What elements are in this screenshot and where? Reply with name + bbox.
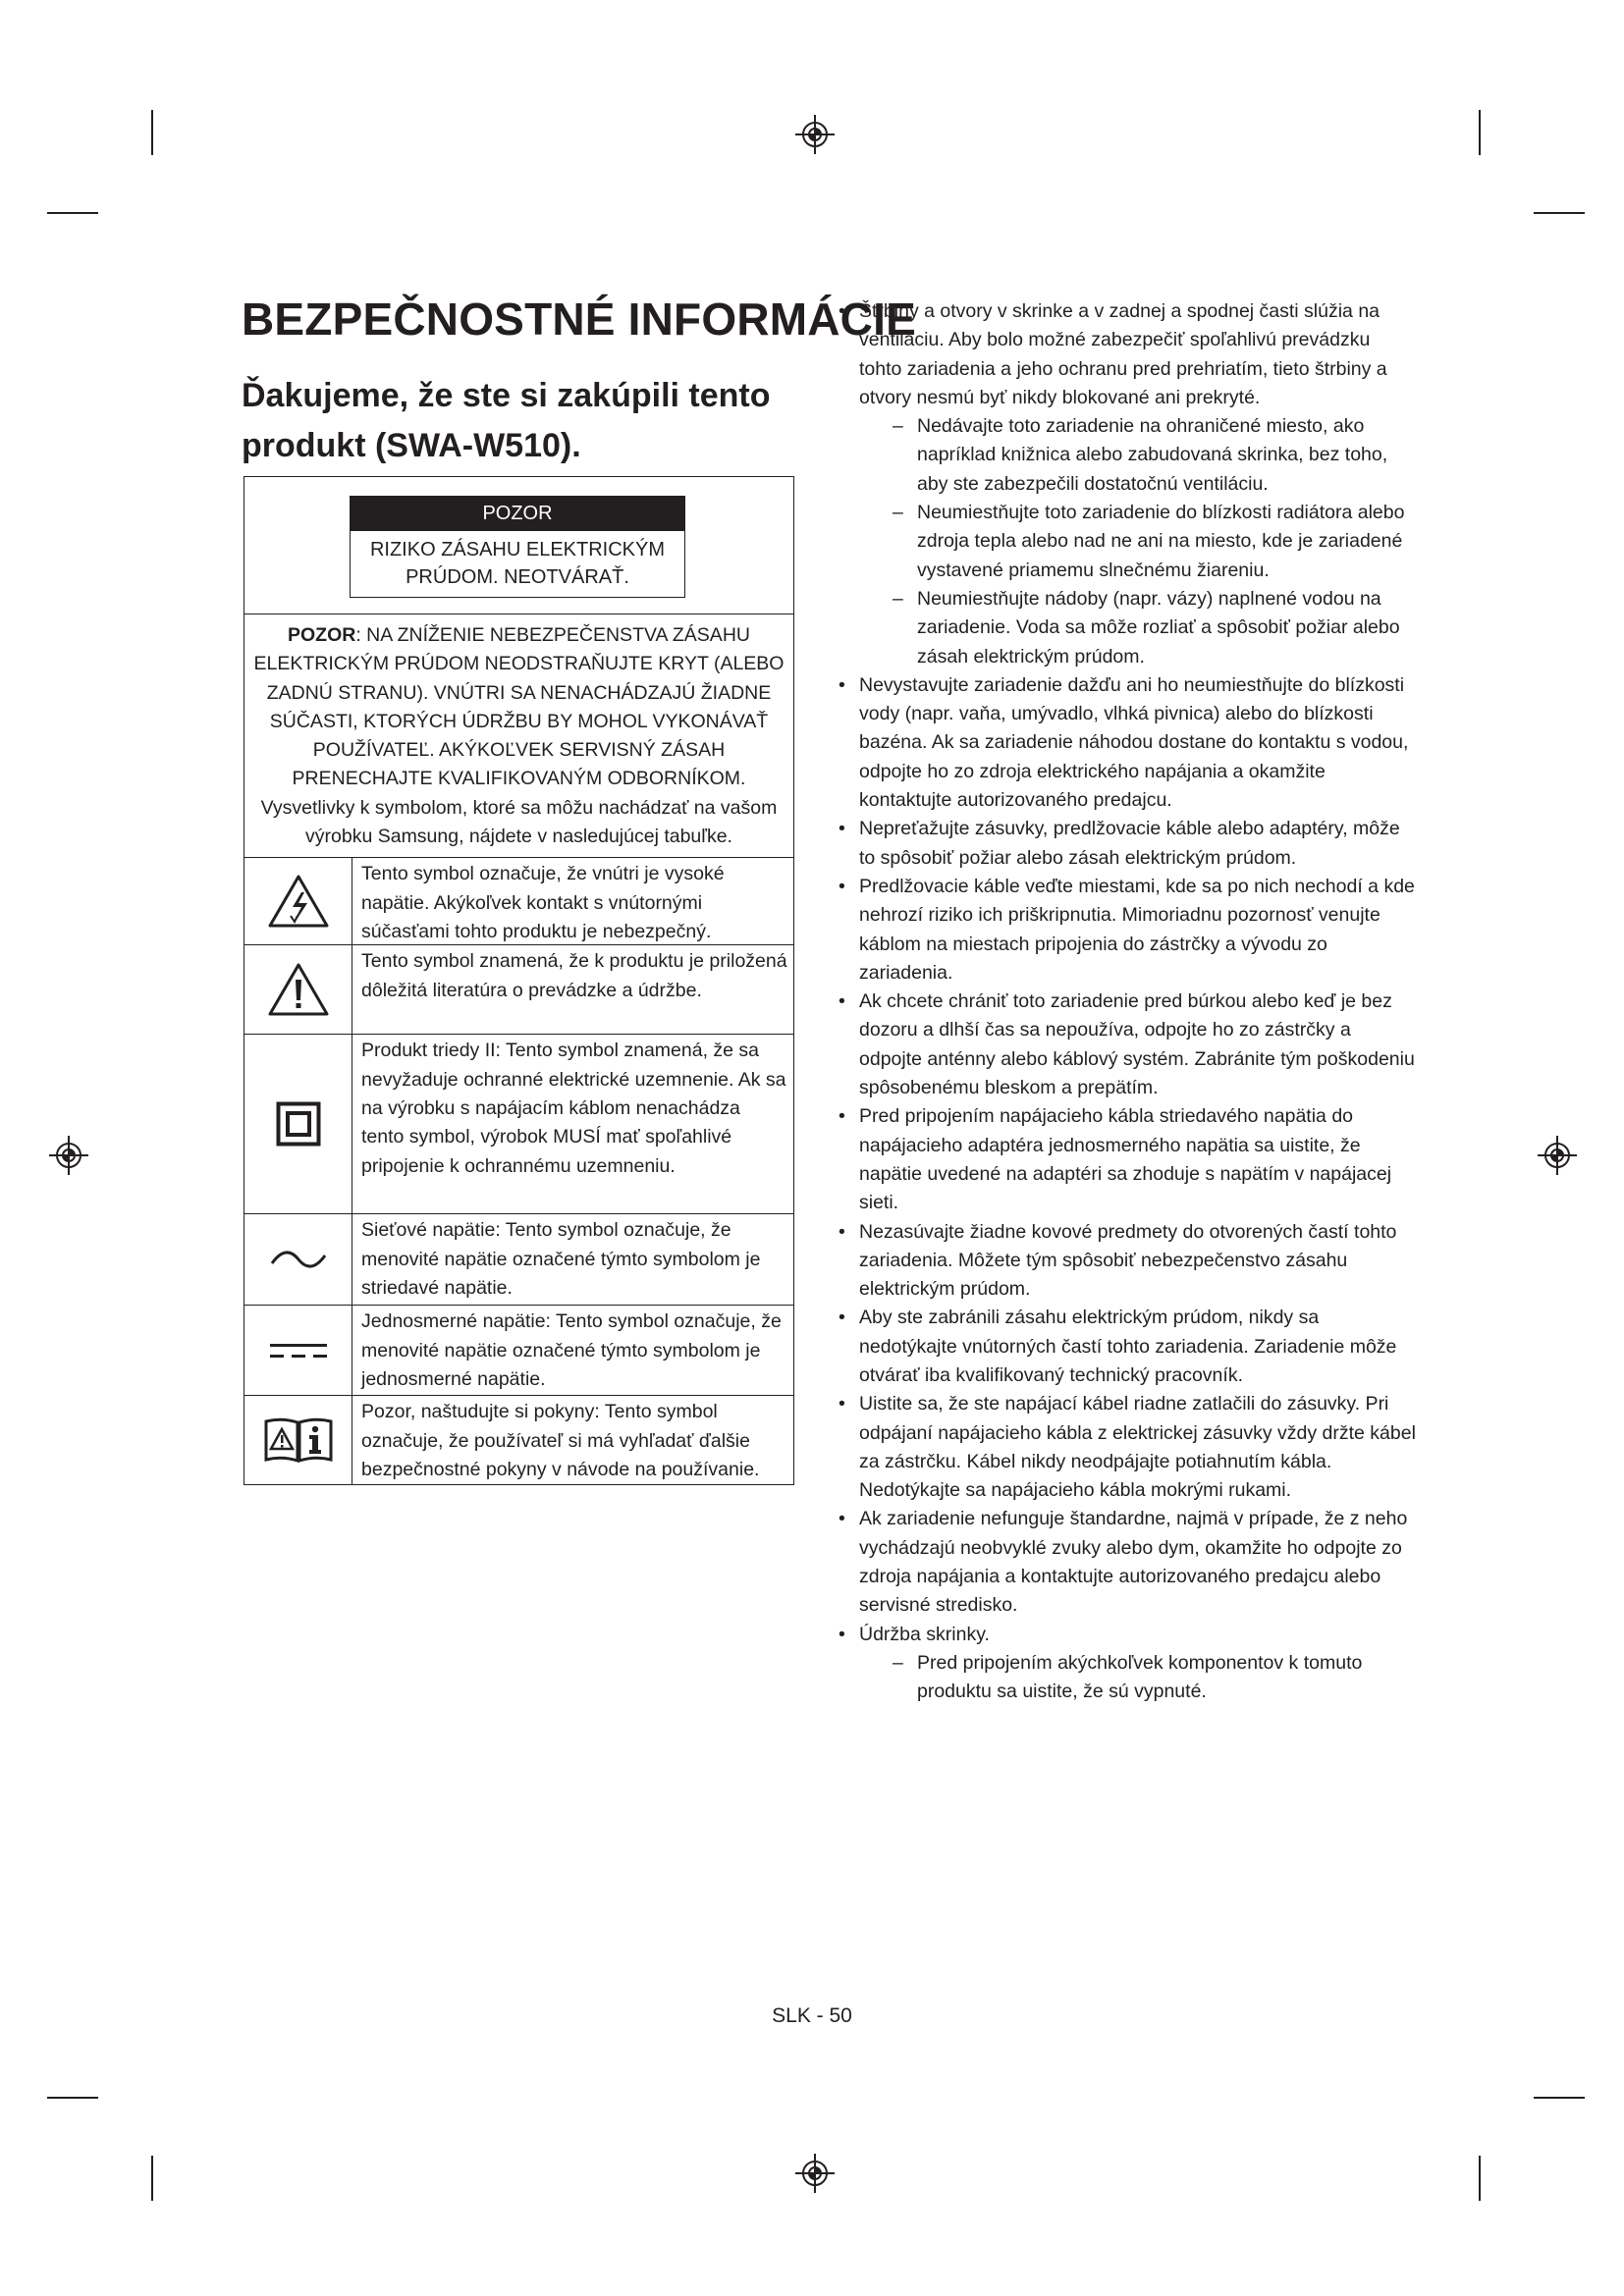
list-item bbox=[837, 1390, 1416, 1505]
list-item-text: Ak zariadenie nefunguje štandardne, najmä v prípade, že z neho vychádzajú neobvyklé zvuky alebo dym, okamžite ho odpojte zo zdroja napájania a kontaktujte autorizovaného predajcu alebo servisné stredisko. bbox=[859, 1508, 1408, 1617]
caution-body: : NA ZNÍŽENIE NEBEZPEČENSTVA ZÁSAHU ELEKTRICKÝM PRÚDOM NEODSTRAŇUJTE KRYT (ALEBO ZADNÚ STRANU). VNÚTRI SA NENACHÁDZAJÚ ŽIADNE SÚČASTI, KTORÝCH ÚDRŽBU BY MOHOL VYKONÁVAŤ POUŽÍVATEĽ. AKÝKOĽVEK SERVISNÝ ZÁSAH PRENECHAJTE KVALIFIKOVANÝM ODBORNÍKOM. bbox=[253, 624, 785, 790]
list-item bbox=[837, 988, 1416, 1102]
crop-mark bbox=[47, 2097, 98, 2099]
symbol-row bbox=[244, 858, 793, 945]
list-item bbox=[837, 1505, 1416, 1620]
sub-list-item: – Neumiestňujte toto zariadenie do blízkosti radiátora alebo zdroja tepla alebo nad ne ani na miesto, kde je zariadené vystavené priamemu slnečnému žiareniu. bbox=[859, 499, 1416, 585]
symbol-description: Jednosmerné napätie: Tento symbol označuje, že menovité napätie označené týmto symbolom je jednosmerné napätie. bbox=[361, 1310, 782, 1390]
list-item-text: Nepreťažujte zásuvky, predlžovacie káble alebo adaptéry, môže to spôsobiť požiar alebo zásah elektrickým prúdom. bbox=[859, 818, 1400, 869]
list-item-text: Pred pripojením napájacieho kábla striedavého napätia do napájacieho adaptéra jednosmerného napätia sa uistite, že napätie uvedené na adaptéri sa zhoduje s napätím v napájacej sieti. bbox=[859, 1105, 1392, 1214]
caution-note: Vysvetlivky k symbolom, ktoré sa môžu nachádzať na vašom výrobku Samsung, nájdete v nasledujúcej tabuľke. bbox=[260, 796, 778, 848]
crop-mark bbox=[47, 212, 98, 214]
safety-symbol-table bbox=[244, 476, 794, 1485]
symbol-description: Pozor, naštudujte si pokyny: Tento symbol označuje, že používateľ si má vyhľadať ďalšie bezpečnostné pokyny v návode na používanie. bbox=[361, 1401, 760, 1480]
symbol-row bbox=[244, 1396, 793, 1484]
page-subtitle: Ďakujeme, že ste si zakúpili tento produkt (SWA-W510). bbox=[242, 377, 771, 464]
list-item bbox=[837, 1218, 1416, 1305]
list-item bbox=[837, 1304, 1416, 1390]
symbol-description: Tento symbol znamená, že k produktu je priložená dôležitá literatúra o prevádzke a údržbe. bbox=[361, 950, 787, 1001]
caution-cell bbox=[244, 614, 793, 858]
symbol-description: Produkt triedy II: Tento symbol znamená, že sa nevyžaduje ochranné elektrické uzemnenie. Ak sa na výrobku s napájacím káblom nenachádza tento symbol, výrobok MUSÍ mať spoľahlivé pripojenie k ochrannému uzemneniu. bbox=[361, 1040, 786, 1177]
warning-label-header: POZOR bbox=[351, 497, 684, 531]
sub-list-item: – Nedávajte toto zariadenie na ohraničené miesto, ako napríklad knižnica alebo zabudovaná skrinka, bez toho, aby ste zabezpečili dostatočnú ventiláciu. bbox=[859, 412, 1416, 499]
list-item bbox=[837, 873, 1416, 988]
crop-mark bbox=[1479, 2156, 1481, 2201]
caution-label: POZOR bbox=[288, 624, 356, 646]
symbol-description: Sieťové napätie: Tento symbol označuje, že menovité napätie označené týmto symbolom je striedavé napätie. bbox=[361, 1219, 761, 1299]
list-item-text: Aby ste zabránili zásahu elektrickým prúdom, nikdy sa nedotýkajte vnútorných častí tohto zariadenia. Zariadenie môže otvárať iba kvalifikovaný technický pracovník. bbox=[859, 1307, 1397, 1386]
list-item-text: Predlžovacie káble veďte miestami, kde sa po nich nechodí a kde nehrozí riziko ich priškripnutia. Mimoriadnu pozornosť venujte káblom na miestach pripojenia do zástrčky a vývodu zo zariadenia. bbox=[859, 875, 1415, 984]
ac-voltage-icon bbox=[269, 1248, 328, 1271]
page-title: BEZPEČNOSTNÉ INFORMÁCIE bbox=[242, 294, 916, 345]
symbol-row bbox=[244, 945, 793, 1035]
crop-mark bbox=[1534, 212, 1585, 214]
page-number: SLK - 50 bbox=[772, 2004, 852, 2027]
crop-mark bbox=[1534, 2097, 1585, 2099]
warning-label-cell bbox=[244, 477, 793, 614]
sub-list-item: – Pred pripojením akýchkoľvek komponentov k tomuto produktu sa uistite, že sú vypnuté. bbox=[859, 1649, 1416, 1707]
crop-mark bbox=[1479, 110, 1481, 155]
list-item-text: Ak chcete chrániť toto zariadenie pred búrkou alebo keď je bez dozoru a dlhší čas sa nepoužíva, odpojte ho zo zástrčky a odpojte anténny alebo káblový systém. Zabránite tým poškodeniu spôsobenému bleskom a prepätím. bbox=[859, 990, 1415, 1099]
crop-mark bbox=[151, 110, 153, 155]
list-item bbox=[837, 815, 1416, 873]
list-item bbox=[837, 1621, 1416, 1707]
list-item-text: Nevystavujte zariadenie dažďu ani ho neumiestňujte do blízkosti vody (napr. vaňa, umývadlo, vlhká pivnica) alebo do blízkosti bazéna. Ak sa zariadenie náhodou dostane do kontaktu s vodou, odpojte ho zo zdroja elektrického napájania a okamžite kontaktujte autorizovaného predajcu. bbox=[859, 673, 1409, 812]
crop-mark bbox=[151, 2156, 153, 2201]
symbol-row bbox=[244, 1035, 793, 1214]
symbol-row bbox=[244, 1214, 793, 1306]
symbol-description: Tento symbol označuje, že vnútri je vysoké napätie. Akýkoľvek kontakt s vnútornými súčasťami tohto produktu je nebezpečný. bbox=[361, 863, 725, 942]
list-item bbox=[837, 297, 1416, 671]
manual-info-icon bbox=[263, 1415, 334, 1465]
list-item-text: Nezasúvajte žiadne kovové predmety do otvorených častí tohto zariadenia. Môžete tým spôsobiť nebezpečenstvo zásahu elektrickým prúdom. bbox=[859, 1220, 1397, 1301]
safety-instructions bbox=[837, 297, 1416, 1707]
caution-text bbox=[252, 621, 785, 794]
list-item-text: Uistite sa, že ste napájací kábel riadne zatlačili do zásuvky. Pri odpájaní napájacieho kábla z elektrickej zásuvky vždy držte kábel za zástrčku. Kábel nikdy neodpájajte potiahnutím kábla. Nedotýkajte sa napájacieho kábla mokrými rukami. bbox=[859, 1393, 1416, 1502]
registration-mark-icon bbox=[795, 115, 835, 154]
sub-list-item: – Neumiestňujte nádoby (napr. vázy) naplnené vodou na zariadenie. Voda sa môže rozliať a spôsobiť požiar alebo zásah elektrickým prúdom. bbox=[859, 585, 1416, 671]
registration-mark-icon bbox=[1538, 1136, 1577, 1175]
list-item bbox=[837, 671, 1416, 815]
registration-mark-icon bbox=[49, 1136, 88, 1175]
class-ii-icon bbox=[276, 1101, 321, 1147]
list-item-text: Štrbiny a otvory v skrinke a v zadnej a spodnej časti slúžia na ventiláciu. Aby bolo možné zabezpečiť spoľahlivú prevádzku tohto zariadenia a jeho ochranu pred prehriatím, tieto štrbiny a otvory nesmú byť nikdy blokované ani prekryté. bbox=[859, 300, 1387, 408]
warning-label-text: RIZIKO ZÁSAHU ELEKTRICKÝM PRÚDOM. NEOTVÁRAŤ. bbox=[369, 539, 666, 588]
lightning-warning-icon bbox=[266, 873, 331, 930]
list-item bbox=[837, 1102, 1416, 1217]
exclamation-warning-icon bbox=[266, 961, 331, 1018]
symbol-row bbox=[244, 1306, 793, 1396]
dc-voltage-icon bbox=[268, 1341, 329, 1361]
warning-label bbox=[350, 496, 685, 598]
registration-mark-icon bbox=[795, 2154, 835, 2193]
list-item-text: Údržba skrinky. bbox=[859, 1623, 990, 1645]
